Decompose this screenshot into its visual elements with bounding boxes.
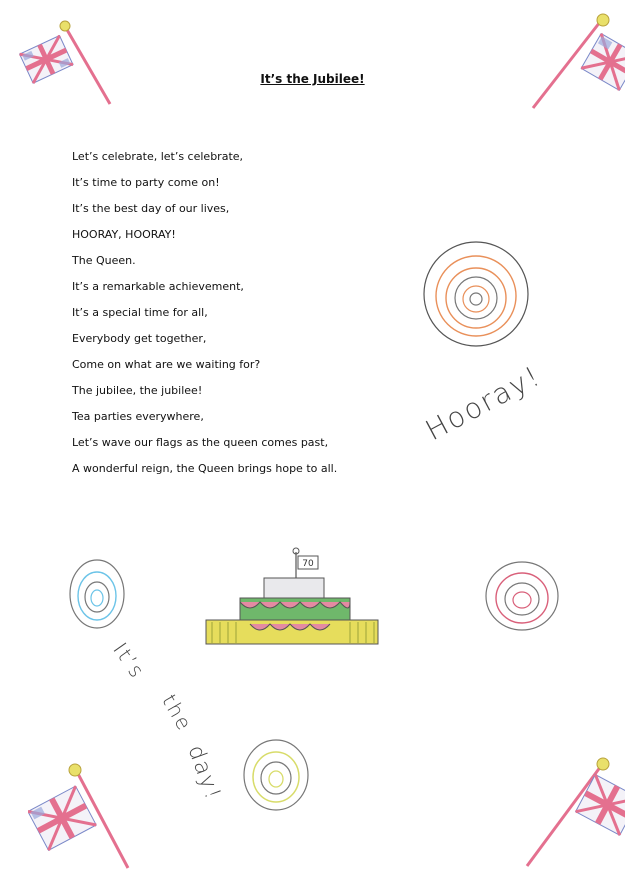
hooray-handwriting: Hooray!: [420, 358, 547, 448]
its-handwriting: It’s: [108, 638, 151, 684]
orange-spiral-icon: [420, 238, 532, 350]
poem-line: It’s time to party come on!: [72, 176, 220, 189]
union-flag-icon: [525, 12, 625, 112]
poem-line: A wonderful reign, the Queen brings hope to all.: [72, 462, 338, 475]
the-handwriting: the: [157, 690, 198, 736]
poem-line: It’s a special time for all,: [72, 306, 208, 319]
pink-spiral-icon: [482, 558, 562, 634]
union-flag-icon: [28, 760, 138, 870]
union-flag-icon: [18, 18, 118, 108]
blue-spiral-icon: [66, 556, 128, 632]
poem-line: Let’s wave our flags as the queen comes past,: [72, 436, 329, 449]
poem-line: It’s a remarkable achievement,: [72, 280, 244, 293]
poem-line: The Queen.: [72, 254, 136, 267]
poem-line: Let’s celebrate, let’s celebrate,: [72, 150, 244, 163]
poem-line: Everybody get together,: [72, 332, 207, 345]
poem-line: The jubilee, the jubilee!: [72, 384, 203, 397]
poem-line: Come on what are we waiting for?: [72, 358, 261, 371]
cake-flag-number: 70: [302, 559, 314, 569]
poem-line: It’s the best day of our lives,: [72, 202, 230, 215]
union-flag-icon: [515, 752, 625, 870]
poem-line: HOORAY, HOORAY!: [72, 228, 176, 241]
day-handwriting: day!: [182, 742, 226, 805]
poem-line: Tea parties everywhere,: [72, 410, 204, 423]
jubilee-cake-drawing: [200, 544, 382, 654]
page-title: It’s the Jubilee!: [260, 72, 365, 86]
yellow-spiral-icon: [240, 736, 312, 814]
